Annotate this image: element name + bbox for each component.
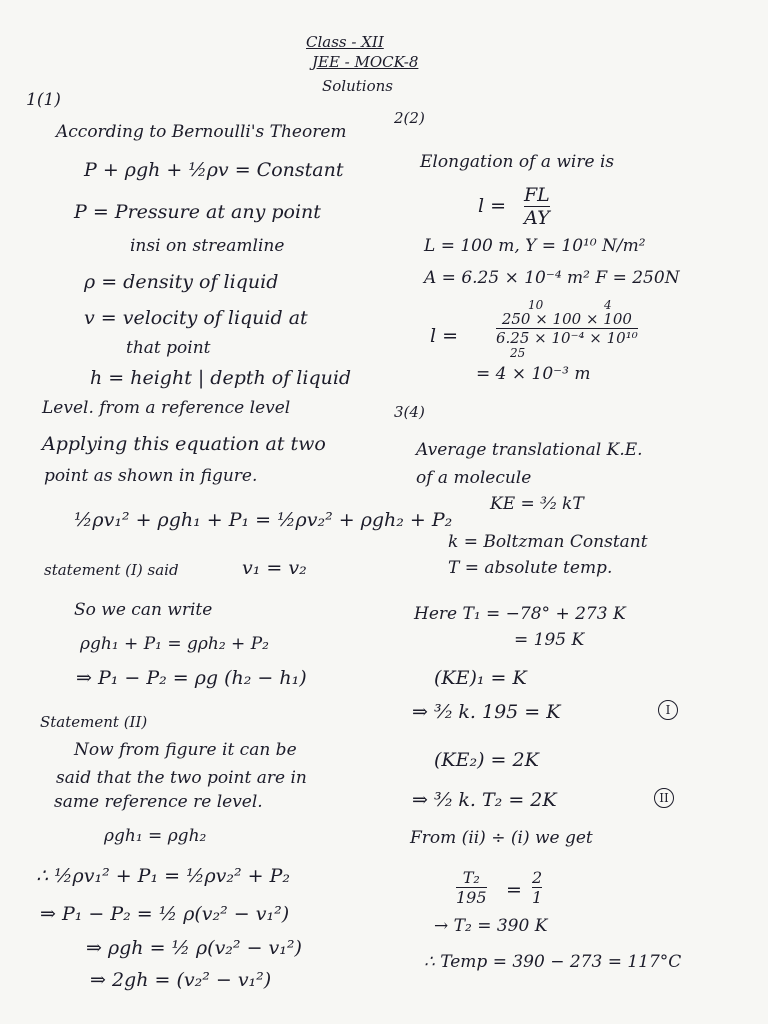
q1-line: So we can write — [74, 600, 213, 620]
q3-line: KE = ³⁄₂ kT — [490, 494, 584, 514]
q3-line: k = Boltzman Constant — [448, 532, 648, 552]
q3-line: = 195 K — [514, 630, 585, 650]
q1-line: P = Pressure at any point — [74, 201, 321, 223]
q1-line: ⇒ ρgh = ½ ρ(v₂² − v₁²) — [86, 937, 302, 959]
q1-line: ⇒ P₁ − P₂ = ½ ρ(v₂² − v₁²) — [40, 903, 290, 925]
q1-line: ⇒ 2gh = (v₂² − v₁²) — [90, 969, 272, 991]
q1-equation: ½ρv₁² + ρgh₁ + P₁ = ½ρv₂² + ρgh₂ + P₂ — [74, 509, 453, 531]
q1-number: 1(1) — [26, 90, 61, 110]
q3-number: 3(4) — [394, 403, 425, 421]
q2-cancel-note: 25 — [510, 346, 526, 360]
q3-line: (KE₂) = 2K — [434, 749, 539, 771]
q2-line: Elongation of a wire is — [420, 152, 615, 172]
q2-line: l = — [430, 325, 459, 347]
eq-marker-1: I — [658, 700, 678, 720]
q1-line: Now from figure it can be — [74, 740, 297, 760]
q1-line: point as shown in figure. — [44, 466, 258, 486]
q1-line: said that the two point are in — [56, 768, 307, 788]
eq-marker-2: II — [654, 788, 674, 808]
q2-fraction: 250 × 100 × 100 6.25 × 10⁻⁴ × 10¹⁰ — [496, 310, 638, 347]
q3-line: Average translational K.E. — [416, 440, 643, 460]
q2-cancel-note: 10 — [528, 298, 544, 312]
q1-line: Applying this equation at two — [42, 433, 326, 455]
q2-line: = 4 × 10⁻³ m — [476, 364, 591, 384]
q3-line: ⇒ ³⁄₂ k. 195 = K — [412, 701, 561, 723]
q1-line: Level. from a reference level — [42, 398, 291, 418]
q1-line: ρgh₁ = ρgh₂ — [104, 826, 207, 846]
q3-line: = — [506, 879, 522, 901]
q3-line: Here T₁ = −78° + 273 K — [414, 604, 626, 624]
q1-line: that point — [126, 338, 211, 358]
q1-line: ρ = density of liquid — [84, 271, 279, 293]
q2-line: A = 6.25 × 10⁻⁴ m² F = 250N — [424, 268, 680, 288]
q2-number: 2(2) — [394, 109, 425, 127]
q1-line: insi on streamline — [130, 236, 285, 256]
solutions-title: Solutions — [322, 77, 393, 95]
q1-line: ⇒ P₁ − P₂ = ρg (h₂ − h₁) — [76, 667, 307, 689]
q1-line: ρgh₁ + P₁ = gρh₂ + P₂ — [80, 634, 269, 654]
q3-line: T = absolute temp. — [448, 558, 613, 578]
q1-line: h = height | depth of liquid — [90, 367, 352, 389]
q1-line: v₁ = v₂ — [242, 557, 307, 579]
q3-line: (KE)₁ = K — [434, 667, 527, 689]
q3-fraction: 2 1 — [532, 868, 543, 907]
q3-line: From (ii) ÷ (i) we get — [410, 828, 593, 848]
q3-fraction: T₂ 195 — [456, 868, 487, 907]
class-title: Class - XII — [306, 33, 384, 51]
q1-line: Statement (II) — [40, 713, 148, 731]
q2-fraction: FL AY — [524, 184, 550, 229]
q1-line: same reference re level. — [54, 792, 263, 812]
q3-line: ⇒ ³⁄₂ k. T₂ = 2K — [412, 789, 557, 811]
q1-line: According to Bernoulli's Theorem — [56, 122, 347, 142]
q1-line: ∴ ½ρv₁² + P₁ = ½ρv₂² + P₂ — [36, 865, 291, 887]
q3-line: of a molecule — [416, 468, 532, 488]
q1-line: statement (I) said — [44, 561, 179, 579]
mock-title: JEE - MOCK-8 — [312, 53, 419, 71]
q2-line: L = 100 m, Y = 10¹⁰ N/m² — [424, 236, 646, 256]
q3-line: ∴ Temp = 390 − 273 = 117°C — [424, 952, 682, 972]
q1-line: P + ρgh + ½ρv = Constant — [84, 159, 344, 181]
q2-line: l = — [478, 195, 507, 217]
q2-cancel-note: 4 — [604, 298, 612, 312]
q3-line: → T₂ = 390 K — [434, 916, 548, 936]
q1-line: v = velocity of liquid at — [84, 307, 308, 329]
